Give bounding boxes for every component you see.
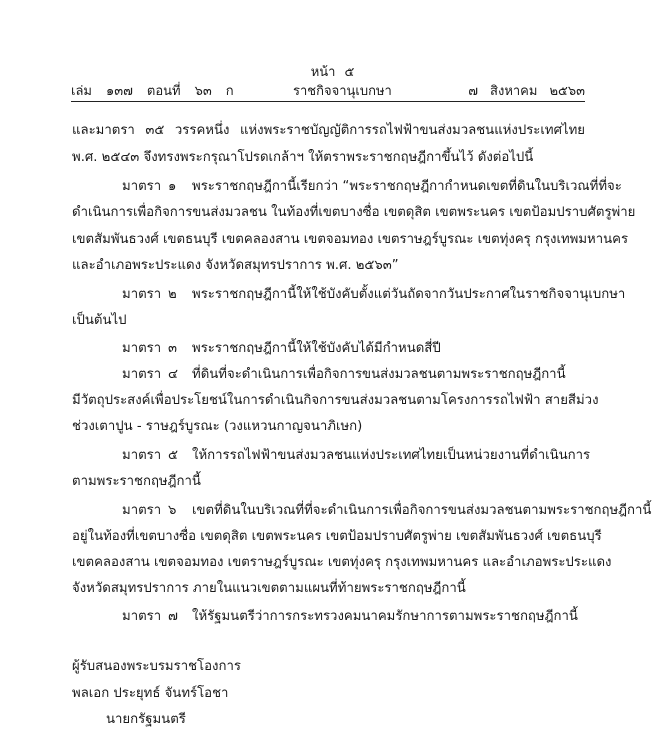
- page-number: ๕: [344, 65, 355, 80]
- section-7-heading: [122, 608, 585, 626]
- section-5-line: ตามพระราชกฤษฎีกานี้: [72, 474, 201, 489]
- volume-label: เล่ม: [71, 84, 92, 99]
- section-text: ที่ดินที่จะดำเนินการเพื่อกิจการขนส่งมวลชนตามพระราชกฤษฎีกานี้: [192, 367, 566, 382]
- preamble-line: พ.ศ. ๒๕๔๓ จึงทรงพระกรุณาโปรดเกล้าฯ ให้ตราพระราชกฤษฎีกาขึ้นไว้ ดังต่อไปนี้: [72, 150, 534, 165]
- section-number: ๖: [168, 503, 177, 518]
- section-number: ๗: [168, 609, 178, 624]
- section-text: พระราชกฤษฎีกานี้ให้ใช้บังคับได้มีกำหนดสี่ปี: [192, 341, 441, 356]
- section-label: มาตรา: [122, 609, 162, 624]
- section-6-line: เขตคลองสาน เขตจอมทอง เขตราษฎร์บูรณะ เขตทุ่งครุ กรุงเทพมหานคร และอำเภอพระประแดง: [72, 555, 612, 570]
- date-day: ๗: [468, 84, 479, 99]
- section-text: พระราชกฤษฎีกานี้เรียกว่า “พระราชกฤษฎีกากำหนดเขตที่ดินในบริเวณที่ที่จะ: [192, 179, 622, 194]
- section-number: ๕: [168, 448, 178, 463]
- page-number-header: [0, 61, 661, 82]
- publication-title: ราชกิจจานุเบกษา: [293, 84, 392, 99]
- issue-number: ๖๓: [194, 84, 212, 99]
- section-4-line: มีวัตถุประสงค์เพื่อประโยชน์ในการดำเนินกิจการขนส่งมวลชนตามโครงการรถไฟฟ้า สายสีม่วง: [72, 393, 599, 408]
- preamble-line: และมาตรา ๓๕ วรรคหนึ่ง แห่งพระราชบัญญัติการรถไฟฟ้าขนส่งมวลชนแห่งประเทศไทย: [72, 123, 585, 138]
- section-number: ๑: [168, 179, 177, 194]
- publication-date: [456, 80, 585, 101]
- issue-section: ก: [225, 84, 234, 99]
- gazette-header-row: [71, 80, 585, 98]
- signatory-name: พลเอก ประยุทธ์ จันทร์โอชา: [72, 686, 229, 701]
- section-label: มาตรา: [122, 341, 162, 356]
- section-number: ๒: [168, 287, 177, 302]
- section-1-line: ดำเนินการเพื่อกิจการขนส่งมวลชน ในท้องที่เขตบางซื่อ เขตดุสิต เขตพระนคร เขตป้อมปราบศัตรูพ่าย: [72, 205, 636, 220]
- header-divider: [71, 101, 585, 102]
- section-1-line: และอำเภอพระประแดง จังหวัดสมุทรปราการ พ.ศ. ๒๕๖๓”: [72, 258, 399, 273]
- section-6-line: จังหวัดสมุทรปราการ ภายในแนวเขตตามแผนที่ท้ายพระราชกฤษฎีกานี้: [72, 581, 466, 596]
- section-5-heading: [122, 447, 591, 465]
- section-number: ๓: [168, 341, 178, 356]
- section-text: ให้การรถไฟฟ้าขนส่งมวลชนแห่งประเทศไทยเป็นหน่วยงานที่ดำเนินการ: [192, 448, 591, 463]
- volume-number: ๑๓๗: [105, 84, 133, 99]
- page-label: หน้า: [310, 65, 336, 80]
- date-year: ๒๕๖๓: [549, 84, 585, 99]
- section-2-heading: [122, 286, 626, 304]
- section-text: เขตที่ดินในบริเวณที่ที่จะดำเนินการเพื่อกิจการขนส่งมวลชนตามพระราชกฤษฎีกานี้: [192, 503, 652, 518]
- section-1-line: เขตสัมพันธวงศ์ เขตธนบุรี เขตคลองสาน เขตจอมทอง เขตราษฎร์บูรณะ เขตทุ่งครุ กรุงเทพมหานคร: [72, 232, 629, 247]
- signatory-position: นายกรัฐมนตรี: [106, 712, 186, 727]
- section-label: มาตรา: [122, 287, 162, 302]
- section-1-heading: [122, 178, 622, 196]
- volume-issue-info: [71, 80, 248, 101]
- section-6-line: อยู่ในท้องที่เขตบางซื่อ เขตดุสิต เขตพระนคร เขตป้อมปราบศัตรูพ่าย เขตสัมพันธวงศ์ เขตธนบุรี: [72, 529, 602, 544]
- date-month: สิงหาคม: [490, 84, 538, 99]
- section-label: มาตรา: [122, 503, 162, 518]
- section-text: พระราชกฤษฎีกานี้ให้ใช้บังคับตั้งแต่วันถัดจากวันประกาศในราชกิจจานุเบกษา: [192, 287, 626, 302]
- section-3-heading: [122, 340, 585, 358]
- issue-label: ตอนที่: [146, 84, 181, 99]
- section-number: ๔: [168, 367, 178, 382]
- section-4-heading: [122, 366, 585, 384]
- section-2-line: เป็นต้นไป: [72, 313, 127, 328]
- section-label: มาตรา: [122, 448, 162, 463]
- section-label: มาตรา: [122, 179, 162, 194]
- countersign-label: ผู้รับสนองพระบรมราชโองการ: [72, 659, 241, 674]
- section-6-heading: [122, 502, 652, 520]
- section-text: ให้รัฐมนตรีว่าการกระทรวงคมนาคมรักษาการตามพระราชกฤษฎีกานี้: [192, 609, 578, 624]
- section-label: มาตรา: [122, 367, 162, 382]
- section-4-line: ช่วงเตาปูน - ราษฎร์บูรณะ (วงแหวนกาญจนาภิเษก): [72, 419, 363, 434]
